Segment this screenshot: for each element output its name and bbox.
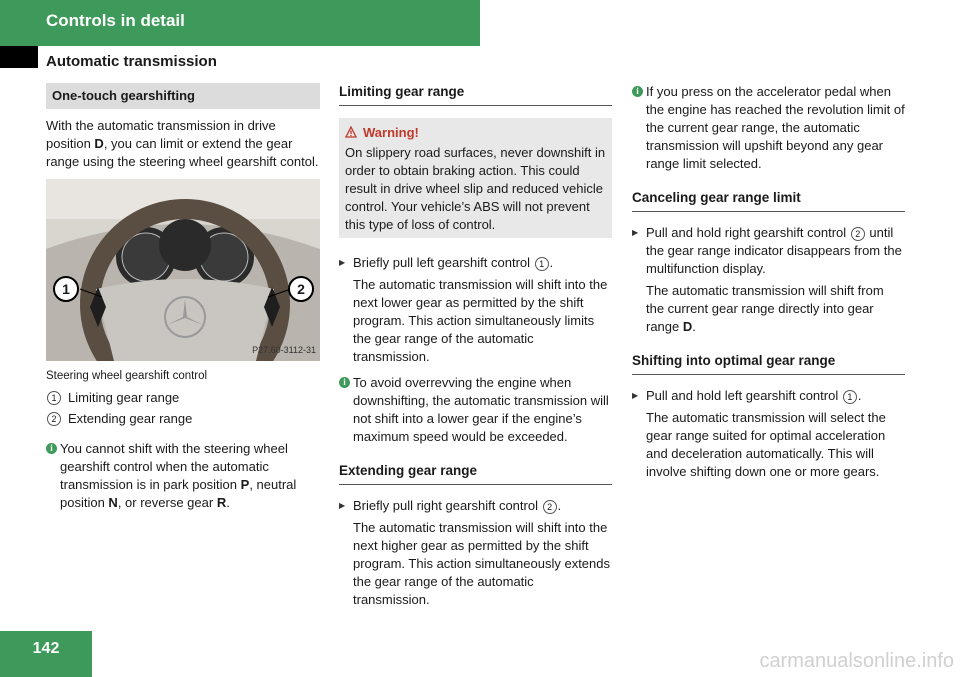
step-extend: ▶ Briefly pull right gearshift control 2 .	[339, 497, 612, 515]
intro-paragraph: With the automatic transmission in drive position D, you can limit or extend the gear range using the steering wheel gearshift contol.	[46, 118, 319, 169]
step-cancel: ▶ Pull and hold right gearshift control 2 until the gear range indicator disappears from the multifunction display.	[632, 224, 905, 278]
steering-wheel-photo	[46, 179, 320, 361]
warning-icon	[345, 126, 357, 138]
warning-box	[339, 118, 612, 238]
heading-limiting: Limiting gear range	[339, 83, 612, 106]
section-title: Automatic transmission	[46, 53, 217, 70]
info-icon: i	[339, 377, 350, 388]
box-heading: One-touch gearshifting	[46, 83, 320, 109]
legend-item: 2 Extending gear range	[46, 410, 320, 428]
step-extend-desc: The automatic transmission will shift into the next higher gear as permitted by the shift program. This action simultaneously extends the gear range of the automatic transmission.	[353, 520, 610, 607]
heading-extending: Extending gear range	[339, 462, 612, 485]
photo-code: P27.60-3112-31	[252, 345, 316, 355]
step-cancel-desc: The automatic transmission will shift from the current gear range directly into gear range D.	[646, 283, 884, 334]
note-park: i You cannot shift with the steering wheel gearshift control when the automatic transmission is in park position P, neutral position N, or reverse gear R.	[46, 440, 320, 512]
heading-optimal: Shifting into optimal gear range	[632, 352, 905, 375]
info-icon: i	[632, 86, 643, 97]
note-upshift: i If you press on the accelerator pedal when the engine has reached the revolution limit of the current gear range, the automatic transmission will upshift beyond any gear range limit selected.	[632, 83, 905, 173]
heading-canceling: Canceling gear range limit	[632, 189, 905, 212]
callout-2: 2	[297, 281, 305, 297]
watermark: carmanualsonline.info	[759, 650, 954, 672]
step-optimal: ▶ Pull and hold left gearshift control 1 .	[632, 387, 905, 405]
step-optimal-desc: The automatic transmission will select the gear range suited for optimal acceleration and deceleration automatically. This will involve shifting down one or more gears.	[646, 410, 886, 479]
step-limit: ▶ Briefly pull left gearshift control 1 .	[339, 254, 612, 272]
step-limit-desc: The automatic transmission will shift into the next lower gear as permitted by the shift program. This action simultaneously limits the gear range of the automatic transmission.	[353, 277, 608, 364]
info-icon: i	[46, 443, 57, 454]
chapter-title: Controls in detail	[46, 11, 185, 30]
page-number: 142	[32, 640, 60, 657]
warning-text: On slippery road surfaces, never downshift in order to obtain braking action. This could result in drive wheel slip and reduced vehicle control. Your vehicle’s ABS will not prevent this type of loss of control.	[345, 145, 606, 232]
photo-caption: Steering wheel gearshift control	[46, 370, 208, 382]
warning-title: Warning!	[345, 124, 606, 142]
middle-column	[339, 83, 612, 617]
callout-1: 1	[62, 281, 70, 297]
left-column	[46, 83, 320, 520]
right-column	[632, 83, 905, 489]
legend-item: 1 Limiting gear range	[46, 389, 320, 407]
section-marker	[0, 46, 38, 68]
note-overrev: i To avoid overrevving the engine when downshifting, the automatic transmission will not shift into a lower gear if the engine’s maximum speed would be exceeded.	[339, 374, 612, 446]
